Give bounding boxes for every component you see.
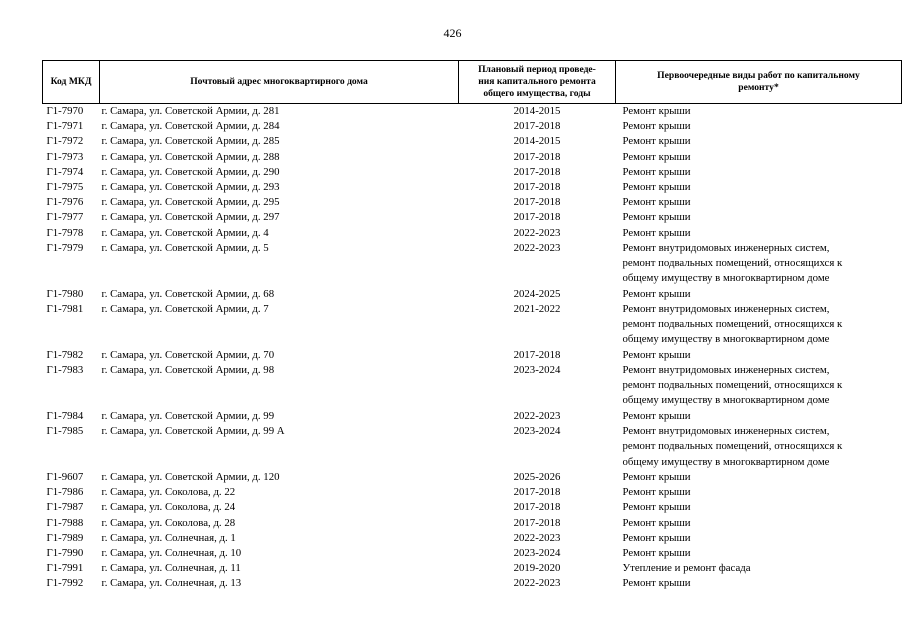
header-works-line: Первоочередные виды работ по капитальному xyxy=(657,70,860,81)
cell-works-line: Ремонт крыши xyxy=(622,181,691,194)
cell-works xyxy=(616,561,902,576)
cell-address: г. Самара, ул. Советской Армии, д. 297 xyxy=(101,211,280,224)
cell-works-line: Ремонт крыши xyxy=(622,577,691,590)
table-row xyxy=(43,500,902,515)
cell-address: г. Самара, ул. Советской Армии, д. 99 А xyxy=(101,425,285,438)
cell-period: 2017-2018 xyxy=(513,211,561,224)
cell-works-line: ремонт подвальных помещений, относящихся к xyxy=(622,257,843,270)
cell-code: Г1-7980 xyxy=(46,287,84,300)
cell-works-line: ремонт подвальных помещений, относящихся к xyxy=(622,318,843,331)
table-row xyxy=(43,226,902,241)
header-works-line: ремонту* xyxy=(738,82,779,93)
cell-code: Г1-7986 xyxy=(46,486,84,499)
cell-code: Г1-7973 xyxy=(46,150,84,163)
cell-works-line: Ремонт крыши xyxy=(622,165,691,178)
cell-works-line: Ремонт крыши xyxy=(622,105,691,117)
cell-period: 2022-2023 xyxy=(513,226,561,239)
cell-works-line: Ремонт крыши xyxy=(622,547,691,560)
cell-works-line: Ремонт крыши xyxy=(622,516,691,529)
cell-works xyxy=(616,546,902,561)
table-row xyxy=(43,424,902,470)
cell-code: Г1-7972 xyxy=(46,135,84,148)
cell-address: г. Самара, ул. Соколова, д. 22 xyxy=(101,486,236,499)
cell-works xyxy=(616,226,902,241)
table-row xyxy=(43,210,902,225)
cell-period: 2014-2015 xyxy=(513,105,561,117)
cell-works-line: общему имуществу в многоквартирном доме xyxy=(622,333,830,346)
cell-period: 2017-2018 xyxy=(513,501,561,514)
table-row xyxy=(43,180,902,195)
page-number: 426 xyxy=(443,26,462,40)
cell-works-line: Ремонт крыши xyxy=(622,211,691,224)
cell-address: г. Самара, ул. Советской Армии, д. 5 xyxy=(101,241,269,254)
cell-works-line: Ремонт крыши xyxy=(622,409,691,422)
cell-address: г. Самара, ул. Советской Армии, д. 98 xyxy=(101,364,275,377)
cell-works-line: Ремонт внутридомовых инженерных систем, xyxy=(622,425,830,438)
cell-code: Г1-7984 xyxy=(46,409,84,422)
header-period-line: ния капитального ремонта xyxy=(478,76,596,87)
cell-period: 2022-2023 xyxy=(513,577,561,590)
cell-address: г. Самара, ул. Советской Армии, д. 284 xyxy=(101,120,280,133)
cell-works-line: Ремонт крыши xyxy=(622,150,691,163)
cell-period: 2017-2018 xyxy=(513,150,561,163)
cell-works-line: Ремонт крыши xyxy=(622,120,691,133)
table-header-row xyxy=(43,61,902,104)
cell-works-line: ремонт подвальных помещений, относящихся к xyxy=(622,379,843,392)
table-row xyxy=(43,516,902,531)
cell-code: Г1-7983 xyxy=(46,364,84,377)
cell-address: г. Самара, ул. Советской Армии, д. 293 xyxy=(101,181,280,194)
cell-works xyxy=(616,424,902,470)
table-row xyxy=(43,302,902,348)
cell-period: 2017-2018 xyxy=(513,348,561,361)
table-row xyxy=(43,485,902,500)
table-row xyxy=(43,363,902,409)
table-row xyxy=(43,576,902,591)
cell-code: Г1-7991 xyxy=(46,562,84,575)
cell-period: 2017-2018 xyxy=(513,196,561,209)
cell-period: 2023-2024 xyxy=(513,547,561,560)
cell-period: 2025-2026 xyxy=(513,471,561,484)
table-row xyxy=(43,531,902,546)
cell-period: 2017-2018 xyxy=(513,181,561,194)
cell-period: 2017-2018 xyxy=(513,165,561,178)
header-period-line: общего имущества, годы xyxy=(483,88,591,99)
cell-works-line: Ремонт внутридомовых инженерных систем, xyxy=(622,302,830,315)
header-period-line: Плановый период проведе- xyxy=(478,64,596,75)
table-row xyxy=(43,546,902,561)
cell-period: 2017-2018 xyxy=(513,120,561,133)
cell-code: Г1-7990 xyxy=(46,547,84,560)
cell-address: г. Самара, ул. Советской Армии, д. 99 xyxy=(101,409,275,422)
cell-period: 2023-2024 xyxy=(513,425,561,438)
cell-works xyxy=(616,287,902,302)
cell-code: Г1-7978 xyxy=(46,226,84,239)
cell-works-line: Ремонт крыши xyxy=(622,196,691,209)
cell-address: г. Самара, ул. Солнечная, д. 10 xyxy=(101,547,242,560)
table-body xyxy=(43,104,902,592)
cell-works xyxy=(616,485,902,500)
cell-period: 2017-2018 xyxy=(513,516,561,529)
cell-code: Г1-7992 xyxy=(46,577,84,590)
cell-works xyxy=(616,241,902,287)
cell-period: 2021-2022 xyxy=(513,302,561,315)
cell-works-line: Ремонт крыши xyxy=(622,226,691,239)
cell-period: 2014-2015 xyxy=(513,135,561,148)
table-row xyxy=(43,241,902,287)
cell-works xyxy=(616,363,902,409)
cell-works xyxy=(616,531,902,546)
cell-code: Г1-7989 xyxy=(46,531,84,544)
cell-address: г. Самара, ул. Солнечная, д. 1 xyxy=(101,531,236,544)
cell-address: г. Самара, ул. Советской Армии, д. 288 xyxy=(101,150,280,163)
header-period xyxy=(459,61,616,104)
cell-code: Г1-7979 xyxy=(46,241,84,254)
cell-period: 2023-2024 xyxy=(513,364,561,377)
cell-address: г. Самара, ул. Советской Армии, д. 7 xyxy=(101,302,269,315)
table-row xyxy=(43,561,902,576)
cell-address: г. Самара, ул. Советской Армии, д. 285 xyxy=(101,135,280,148)
cell-works xyxy=(616,119,902,134)
cell-address: г. Самара, ул. Солнечная, д. 13 xyxy=(101,577,242,590)
cell-address: г. Самара, ул. Советской Армии, д. 68 xyxy=(101,287,275,300)
cell-address: г. Самара, ул. Советской Армии, д. 281 xyxy=(101,105,280,117)
cell-works-line: Ремонт крыши xyxy=(622,501,691,514)
cell-address: г. Самара, ул. Солнечная, д. 11 xyxy=(101,562,241,575)
cell-address: г. Самара, ул. Соколова, д. 28 xyxy=(101,516,236,529)
cell-works-line: общему имуществу в многоквартирном доме xyxy=(622,455,830,468)
table-row xyxy=(43,287,902,302)
table-row xyxy=(43,195,902,210)
table-row xyxy=(43,165,902,180)
table-row xyxy=(43,119,902,134)
table-row xyxy=(43,470,902,485)
cell-works xyxy=(616,348,902,363)
cell-period: 2019-2020 xyxy=(513,562,561,575)
cell-works-line: Ремонт крыши xyxy=(622,486,691,499)
cell-works xyxy=(616,195,902,210)
cell-works-line: Ремонт крыши xyxy=(622,348,691,361)
cell-works xyxy=(616,210,902,225)
cell-works xyxy=(616,470,902,485)
cell-code: Г1-7985 xyxy=(46,425,84,438)
table-row xyxy=(43,104,902,120)
table-row xyxy=(43,134,902,149)
cell-works-line: Утепление и ремонт фасада xyxy=(622,562,751,575)
capital-repair-table xyxy=(42,60,902,592)
cell-works xyxy=(616,180,902,195)
table-row xyxy=(43,409,902,424)
cell-code: Г1-7982 xyxy=(46,348,84,361)
cell-works xyxy=(616,134,902,149)
cell-code: Г1-7975 xyxy=(46,181,84,194)
cell-works xyxy=(616,150,902,165)
cell-code: Г1-7988 xyxy=(46,516,84,529)
cell-address: г. Самара, ул. Соколова, д. 24 xyxy=(101,501,236,514)
cell-works xyxy=(616,576,902,591)
cell-works xyxy=(616,104,902,120)
cell-works xyxy=(616,302,902,348)
cell-code: Г1-7981 xyxy=(46,302,84,315)
cell-works-line: Ремонт крыши xyxy=(622,531,691,544)
cell-address: г. Самара, ул. Советской Армии, д. 295 xyxy=(101,196,280,209)
cell-address: г. Самара, ул. Советской Армии, д. 290 xyxy=(101,165,280,178)
header-address: Почтовый адрес многоквартирного дома xyxy=(100,61,459,104)
cell-works xyxy=(616,165,902,180)
table-row xyxy=(43,150,902,165)
cell-period: 2022-2023 xyxy=(513,241,561,254)
cell-works xyxy=(616,516,902,531)
table-row xyxy=(43,348,902,363)
cell-works-line: ремонт подвальных помещений, относящихся к xyxy=(622,440,843,453)
cell-code: Г1-7970 xyxy=(46,105,84,117)
cell-period: 2022-2023 xyxy=(513,531,561,544)
cell-code: Г1-7977 xyxy=(46,211,84,224)
cell-code: Г1-7976 xyxy=(46,196,84,209)
cell-works-line: общему имуществу в многоквартирном доме xyxy=(622,394,830,407)
cell-works xyxy=(616,409,902,424)
cell-works-line: Ремонт внутридомовых инженерных систем, xyxy=(622,241,830,254)
cell-code: Г1-7971 xyxy=(46,120,84,133)
cell-works-line: Ремонт крыши xyxy=(622,471,691,484)
cell-works-line: Ремонт внутридомовых инженерных систем, xyxy=(622,364,830,377)
cell-period: 2017-2018 xyxy=(513,486,561,499)
cell-address: г. Самара, ул. Советской Армии, д. 4 xyxy=(101,226,269,239)
cell-works-line: общему имуществу в многоквартирном доме xyxy=(622,272,830,285)
cell-code: Г1-7987 xyxy=(46,501,84,514)
cell-period: 2022-2023 xyxy=(513,409,561,422)
cell-code: Г1-7974 xyxy=(46,165,84,178)
header-works xyxy=(616,61,902,104)
cell-address: г. Самара, ул. Советской Армии, д. 120 xyxy=(101,471,280,484)
cell-works-line: Ремонт крыши xyxy=(622,135,691,148)
cell-code: Г1-9607 xyxy=(46,471,84,484)
cell-works xyxy=(616,500,902,515)
cell-works-line: Ремонт крыши xyxy=(622,287,691,300)
header-code: Код МКД xyxy=(43,61,100,104)
cell-address: г. Самара, ул. Советской Армии, д. 70 xyxy=(101,348,275,361)
cell-period: 2024-2025 xyxy=(513,287,561,300)
